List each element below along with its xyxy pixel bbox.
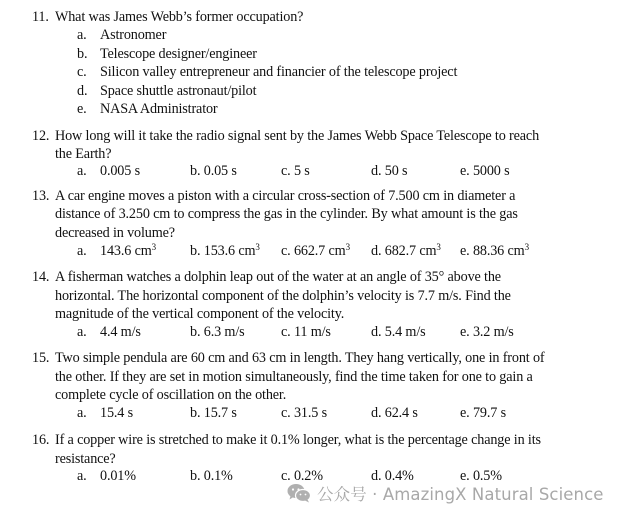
option-a: 143.6 $cm^3$ <box>100 242 156 259</box>
question-text: If a copper wire is stretched to make it 0.1% longer, what is the percentage change in its <box>55 432 541 448</box>
question-text: A car engine moves a piston with a circular cross-section of 7.500 cm in diameter a <box>55 188 516 204</box>
option-letter: a. <box>77 163 87 179</box>
option-letter: a. <box>77 468 87 484</box>
question-text: What was James Webb’s former occupation? <box>55 9 304 25</box>
option-c: c. 11 m/s <box>281 324 331 340</box>
option-b: b. 153.6 $cm^3$ <box>190 242 260 259</box>
option-d: d. 62.4 s <box>371 405 418 421</box>
option-e: e. 79.7 s <box>460 405 506 421</box>
option-e: e. 5000 s <box>460 163 510 179</box>
option-e: e. 88.36 $cm^3$ <box>460 242 529 259</box>
question-number: 16. <box>32 432 50 448</box>
option-b: b. 0.1% <box>190 468 233 484</box>
option-d: d. 682.7 $cm^3$ <box>371 242 441 259</box>
option-c: c. 5 s <box>281 163 310 179</box>
option-letter: d. <box>77 83 88 99</box>
question-text: decreased in volume? <box>55 225 175 241</box>
option-c: c. 0.2% <box>281 468 323 484</box>
option-letter: a. <box>77 324 87 340</box>
option-e: e. 0.5% <box>460 468 502 484</box>
option-text: 15.4 s <box>100 405 133 421</box>
option-d: d. 50 s <box>371 163 408 179</box>
wechat-icon <box>287 483 311 503</box>
option-text: 0.005 s <box>100 163 140 179</box>
option-d: d. 5.4 m/s <box>371 324 426 340</box>
option-text: Silicon valley entrepreneur and financier of the telescope project <box>100 64 458 80</box>
option-text: 0.01% <box>100 468 136 484</box>
option-letter: a. <box>77 27 87 43</box>
option-b: b. 0.05 s <box>190 163 237 179</box>
option-letter: c. <box>77 64 87 80</box>
option-text: NASA Administrator <box>100 101 218 117</box>
question-text: the other. If they are set in motion simultaneously, find the time taken for one to gain a <box>55 369 533 385</box>
question-text: resistance? <box>55 451 116 467</box>
question-text: complete cycle of oscillation on the other. <box>55 387 287 403</box>
option-text: 4.4 m/s <box>100 324 141 340</box>
option-e: e. 3.2 m/s <box>460 324 514 340</box>
question-text: the Earth? <box>55 146 112 162</box>
option-text: Telescope designer/engineer <box>100 46 257 62</box>
question-text: distance of 3.250 cm to compress the gas in the cylinder. By what amount is the gas <box>55 206 518 222</box>
option-c: c. 31.5 s <box>281 405 327 421</box>
question-number: 12. <box>32 128 50 144</box>
question-text: A fisherman watches a dolphin leap out of the water at an angle of 35° above the <box>55 269 501 285</box>
option-letter: e. <box>77 101 87 117</box>
watermark <box>287 482 604 504</box>
question-number: 15. <box>32 350 50 366</box>
option-b: b. 6.3 m/s <box>190 324 245 340</box>
question-text: Two simple pendula are 60 cm and 63 cm in length. They hang vertically, one in front of <box>55 350 545 366</box>
question-text: magnitude of the vertical component of the velocity. <box>55 306 345 322</box>
option-text: Space shuttle astronaut/pilot <box>100 83 257 99</box>
question-number: 13. <box>32 188 50 204</box>
option-b: b. 15.7 s <box>190 405 237 421</box>
question-number: 14. <box>32 269 50 285</box>
option-letter: a. <box>77 405 87 421</box>
option-d: d. 0.4% <box>371 468 414 484</box>
question-text: How long will it take the radio signal sent by the James Webb Space Telescope to reach <box>55 128 540 144</box>
question-number: 11. <box>32 9 49 25</box>
option-text: Astronomer <box>100 27 167 43</box>
watermark-text: 公众号 · AmazingX Natural Science <box>317 485 604 504</box>
option-letter: b. <box>77 46 88 62</box>
question-text: horizontal. The horizontal component of the dolphin’s velocity is 7.7 m/s. Find the <box>55 288 511 304</box>
option-c: c. 662.7 $cm^3$ <box>281 242 350 259</box>
option-letter: a. <box>77 243 87 259</box>
